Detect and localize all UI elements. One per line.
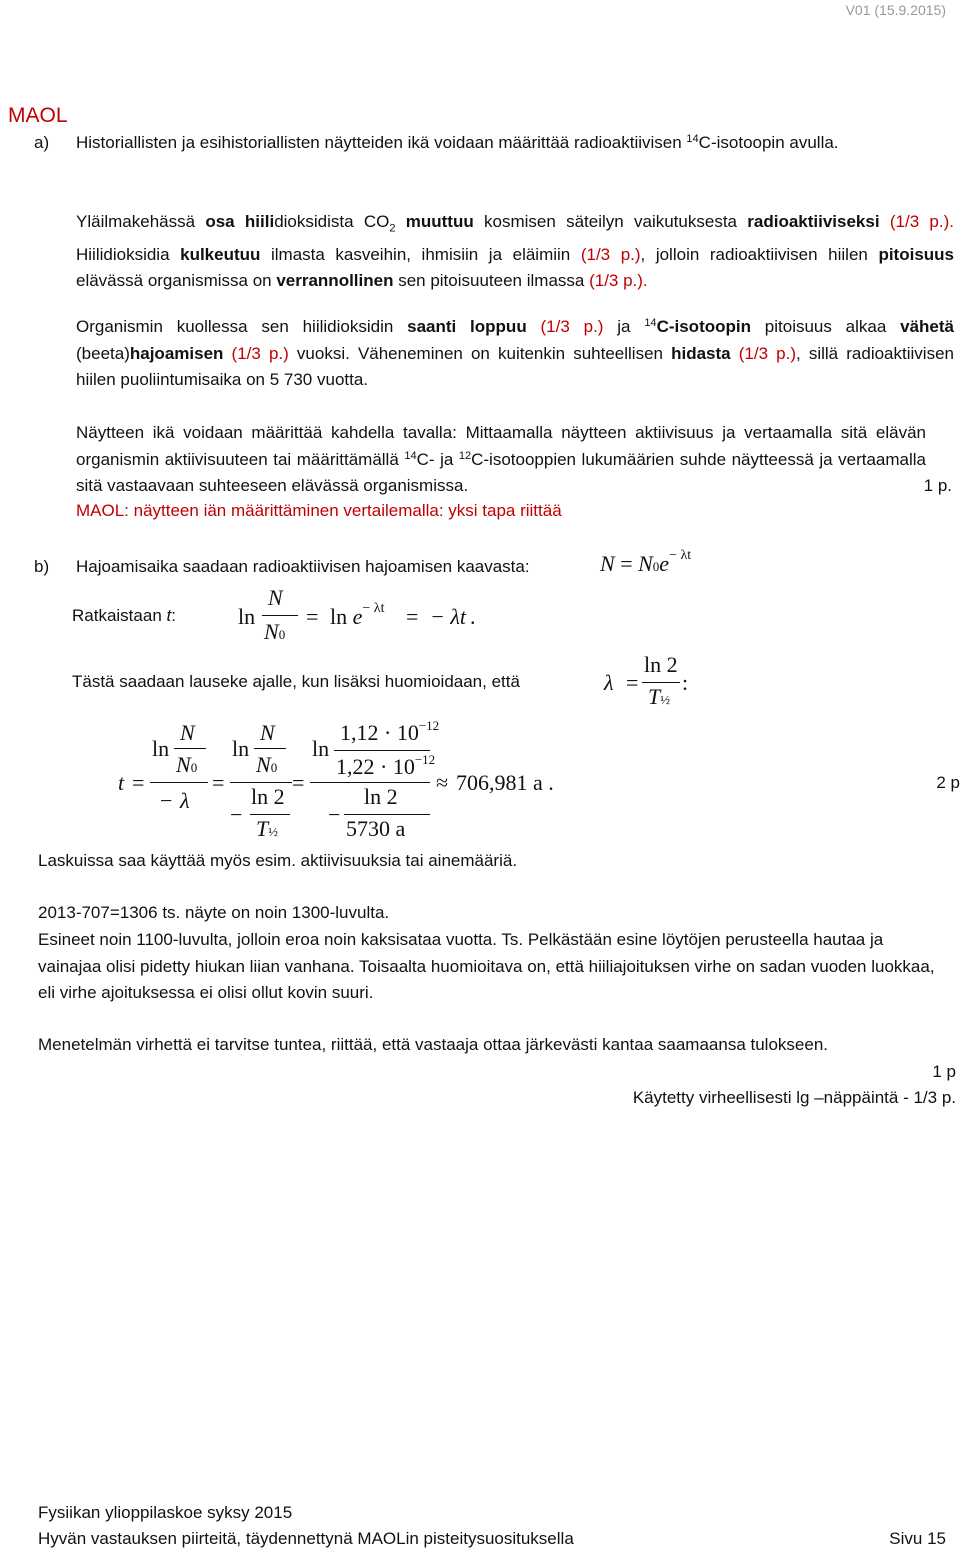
decay-equation: $N = N0e^{- \lambda t}$ — [600, 548, 692, 576]
conclusion-paragraph-3: Menetelmän virhettä ei tarvitse tuntea, riittää, että vastaaja ottaa järkevästi kantaa saamaansa tulokseen. — [38, 1035, 828, 1054]
part-b-note: Laskuissa saa käyttää myös esim. aktiivisuuksia tai ainemääriä. — [38, 851, 518, 870]
part-a-paragraph-1: Historiallisten ja esihistoriallisten näytteiden ikä voidaan määrittää radioaktiivisen $^{14}$C-isotoopin avulla. — [76, 133, 839, 152]
footer-subtitle: Hyvän vastauksen piirteitä, täydennettynä MAOLin pisteitysuosituksella — [38, 1529, 574, 1548]
part-b-line-2: Ratkaistaan t: — [72, 606, 176, 625]
part-a-points: 1 p. — [923, 476, 952, 495]
age-calculation: t = ln N N0 − λ = ln N N0 − ln 2 T½ = ln $1,12 \cdot 10^{-12}$ $1,22 \cdot 10^{-12}$ − ln 2 5730 a ≈ 706,981 a . — [118, 718, 554, 841]
conclusion-points: 1 p — [932, 1062, 956, 1081]
part-b-points: 2 p — [936, 773, 960, 792]
log-equation: ln N N0 = $\ln e^{- \lambda t}$ = − λt . — [238, 585, 476, 644]
conclusion-paragraph-2: Esineet noin 1100-luvulta, jolloin eroa noin kaksisataa vuotta. Ts. Pelkästään esine löytöjen perusteella hautaa ja vainajaa olisi pidetty hiukan liian vanhana. Toisaalta huomioitava on, että hiiliajoituksen virhe on sadan vuoden luokkaa, eli virhe ajoituksessa ei olisi ollut kovin suuri. — [38, 930, 935, 1002]
deduction-note: Käytetty virheellisesti lg –näppäintä - 1/3 p. — [632, 1088, 956, 1107]
maol-note: MAOL: näytteen iän määrittäminen vertailemalla: yksi tapa riittää — [76, 501, 562, 520]
version-label: V01 (15.9.2015) — [845, 2, 946, 18]
footer-exam-title: Fysiikan ylioppilaskoe syksy 2015 — [38, 1503, 293, 1522]
page-number: Sivu 15 — [889, 1529, 946, 1548]
part-b-line-1: Hajoamisaika saadaan radioaktiivisen hajoamisen kaavasta: — [76, 557, 530, 576]
part-a-paragraph-4: Näytteen ikä voidaan määrittää kahdella tavalla: Mittaamalla näytteen aktiivisuus ja vertaamalla sitä elävän organismin aktiivisuuteen tai määrittämällä $^{14}$C- ja $^{12}$C-isotooppien lukumäärien suhde näytteessä ja vertaamalla sitä vastaavaan suhteeseen elävässä organismissa. — [76, 423, 926, 495]
lambda-equation: λ = ln 2 T½ : — [604, 652, 689, 709]
part-a-paragraph-2: Yläilmakehässä osa hiilidioksidista $CO_2$ muuttuu kosmisen säteilyn vaikutuksesta radioaktiiviseksi (1/3 p.). Hiilidioksidia kulkeutuu ilmasta kasveihin, ihmisiin ja eläimiin (1/3 p.), jolloin radioaktiivisen hiilen pitoisuus elävässä organismissa on verrannollinen sen pitoisuuteen ilmassa (1/3 p.). — [76, 212, 954, 291]
part-a-label: a) — [34, 133, 50, 152]
part-a-paragraph-3: Organismin kuollessa sen hiilidioksidin saanti loppuu (1/3 p.) ja $^{14}$C-isotoopin pitoisuus alkaa vähetä (beeta)hajoamisen (1/3 p.) vuoksi. Väheneminen on kuitenkin suhteellisen hidasta (1/3 p.), sillä radioaktiivisen hiilen puoliintumisaika on 5 730 vuotta. — [76, 317, 955, 389]
section-title: MAOL — [8, 104, 68, 127]
part-b-label: b) — [34, 557, 50, 576]
conclusion-line-1: 2013-707=1306 ts. näyte on noin 1300-luvulta. — [38, 903, 390, 922]
part-b-line-3: Tästä saadaan lauseke ajalle, kun lisäksi huomioidaan, että — [72, 672, 520, 691]
